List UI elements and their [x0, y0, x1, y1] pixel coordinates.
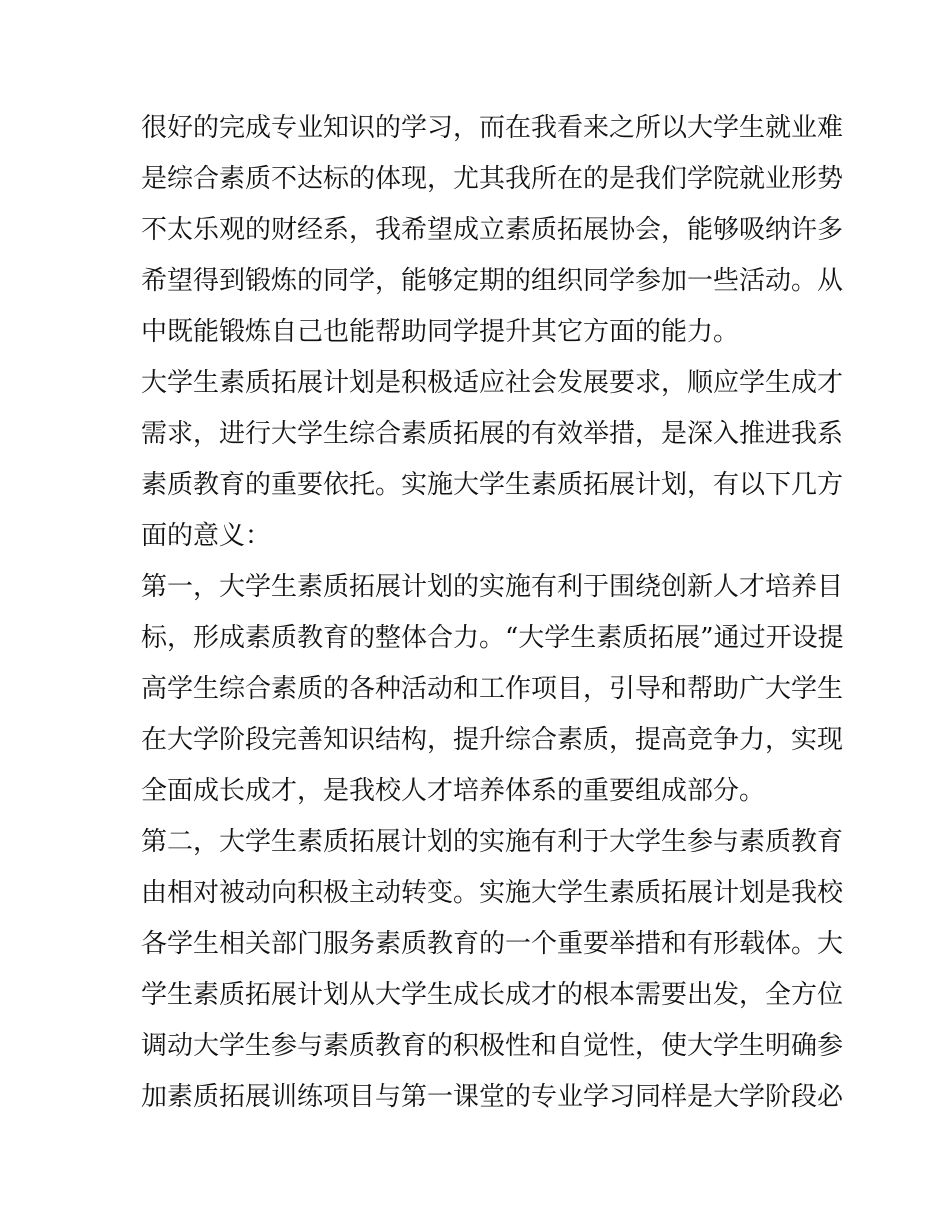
text-line: 学生素质拓展计划从大学生成长成才的根本需要出发，全方位 [141, 980, 844, 1010]
text-line: 各学生相关部门服务素质教育的一个重要举措和有形载体。大 [141, 929, 844, 959]
text-line: 中既能锻炼自己也能帮助同学提升其它方面的能力。 [141, 317, 740, 347]
text-line: 希望得到锻炼的同学，能够定期的组织同学参加一些活动。从 [141, 266, 844, 296]
text-line: 高学生综合素质的各种活动和工作项目，引导和帮助广大学生 [141, 674, 844, 704]
text-line: 素质教育的重要依托。实施大学生素质拓展计划，有以下几方 [141, 470, 844, 500]
text-line: 需求，进行大学生综合素质拓展的有效举措，是深入推进我系 [141, 419, 844, 449]
text-line: 第一，大学生素质拓展计划的实施有利于围绕创新人才培养目 [141, 572, 844, 602]
text-line: 不太乐观的财经系，我希望成立素质拓展协会，能够吸纳许多 [141, 215, 844, 245]
text-line: 调动大学生参与素质教育的积极性和自觉性，使大学生明确参 [141, 1031, 844, 1061]
text-line: 第二，大学生素质拓展计划的实施有利于大学生参与素质教育 [141, 827, 844, 857]
text-line: 全面成长成才，是我校人才培养体系的重要组成部分。 [141, 776, 766, 806]
text-line: 是综合素质不达标的体现，尤其我所在的是我们学院就业形势 [141, 164, 844, 194]
text-line: 加素质拓展训练项目与第一课堂的专业学习同样是大学阶段必 [141, 1082, 844, 1112]
text-line: 大学生素质拓展计划是积极适应社会发展要求，顺应学生成才 [141, 368, 844, 398]
text-line: 由相对被动向积极主动转变。实施大学生素质拓展计划是我校 [141, 878, 844, 908]
body-text [141, 103, 844, 1123]
text-line: 标，形成素质教育的整体合力。“大学生素质拓展”通过开设提 [141, 623, 844, 653]
text-line: 很好的完成专业知识的学习，而在我看来之所以大学生就业难 [141, 113, 844, 143]
text-line: 在大学阶段完善知识结构，提升综合素质，提高竞争力，实现 [141, 725, 844, 755]
text-line: 面的意义： [141, 521, 272, 551]
